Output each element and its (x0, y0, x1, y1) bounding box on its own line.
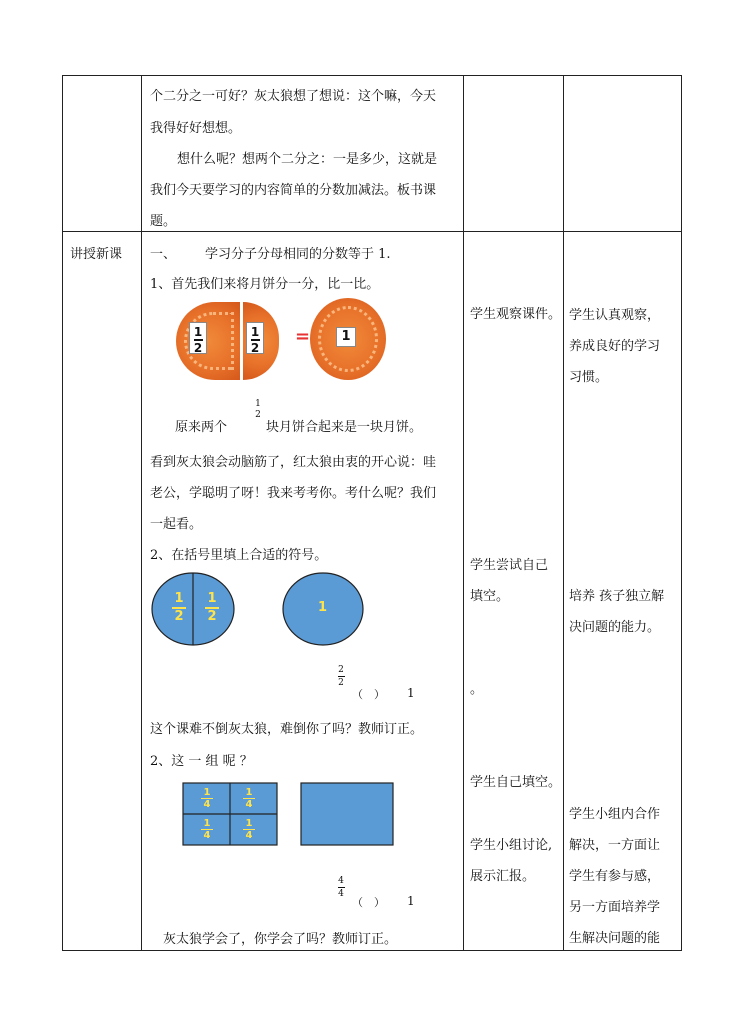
student-col-7: 展示汇报。 (470, 869, 536, 884)
table-col-divider-3 (563, 75, 564, 951)
table-col-divider-2 (463, 75, 464, 951)
quarter-br-den: 4 (245, 830, 253, 841)
mooncake-whole-card (336, 327, 356, 347)
compare1-blank[interactable]: （ ） (352, 688, 385, 701)
row1-line-5: 题。 (150, 214, 177, 229)
student-col-6: 学生小组讨论, (470, 838, 553, 853)
student-col-3: 填空。 (470, 589, 510, 604)
mooncake-right-fraction-card (246, 322, 264, 354)
quarter-tr (243, 787, 255, 810)
inline-fraction-numerator: 1 (255, 399, 261, 409)
quarter-tl (201, 787, 213, 810)
table-col-divider-1 (141, 75, 142, 951)
mooncake-right-numerator: 1 (250, 325, 260, 339)
student-col-4: 。 (470, 682, 484, 697)
compare2-fraction (336, 876, 346, 899)
step-3-text: 2、这 一 组 呢 ？ (150, 754, 253, 769)
whole-circle-number: 1 (318, 600, 328, 615)
compare1-rhs: 1 (407, 686, 415, 700)
mooncake-left-fraction-card (189, 322, 207, 354)
table-border-right (681, 75, 682, 951)
quarter-bl (201, 818, 213, 841)
table-border-left (62, 75, 63, 951)
whole-rect (301, 783, 393, 845)
compare2-denominator: 4 (338, 889, 344, 899)
compare2-rhs: 1 (407, 894, 415, 908)
heading-text: 学习分子分母相同的分数等于 1. (205, 247, 391, 262)
student-col-2: 学生尝试自己 (470, 558, 549, 573)
quarter-bl-den: 4 (203, 830, 211, 841)
intent-col-6: 学生小组内合作 (569, 807, 661, 822)
section-label: 讲授新课 (70, 247, 123, 262)
compare1-bar (338, 676, 345, 677)
mooncake-whole-number: 1 (341, 329, 351, 344)
intent-col-9: 另一方面培养学 (569, 900, 661, 915)
quarter-tr-num: 1 (245, 787, 253, 798)
mooncake-equals-sign: = (295, 326, 311, 347)
compare2-bar (338, 887, 345, 888)
line-after-compare1: 这个课难不倒灰太狼，难倒你了吗？教师订正。 (150, 722, 424, 737)
mooncake-right-denominator: 2 (250, 341, 260, 355)
row1-line-1: 个二分之一可好？灰太狼想了想说：这个嘛，今天 (150, 89, 437, 104)
intent-col-4: 培养 孩子独立解 (569, 589, 665, 604)
quarter-tl-num: 1 (203, 787, 211, 798)
quarter-br-num: 1 (245, 818, 253, 829)
quarter-bl-num: 1 (203, 818, 211, 829)
quarter-br (243, 818, 255, 841)
quarter-tr-den: 4 (245, 799, 253, 810)
para1-line-1: 看到灰太狼会动脑筋了，红太狼由衷的开心说：哇 (150, 455, 437, 470)
table-border-top (62, 75, 682, 76)
intent-col-7: 解决，一方面让 (569, 838, 661, 853)
intent-col-5: 决问题的能力。 (569, 620, 661, 635)
student-col-1: 学生观察课件。 (470, 307, 562, 322)
intent-col-10: 生解决问题的能 (569, 931, 661, 946)
split-right-numerator: 1 (207, 591, 217, 606)
intent-col-8: 学生有参与感， (569, 869, 661, 884)
compare1-denominator: 2 (338, 678, 344, 688)
para1-line-2: 老公，学聪明了呀！我来考考你。考什么呢？我们 (150, 486, 437, 501)
intent-col-1: 学生认真观察， (569, 308, 661, 323)
step-2-text: 2、在括号里填上合适的符号。 (150, 548, 328, 563)
split-left-denominator: 2 (174, 609, 184, 624)
mooncake-left-numerator: 1 (193, 325, 203, 339)
split-right-denominator: 2 (207, 609, 217, 624)
row1-line-3: 想什么呢？想两个二分之：一是多少，这就是 (177, 152, 438, 167)
quarter-tl-den: 4 (203, 799, 211, 810)
step-1-text: 1、首先我们来将月饼分一分，比一比。 (150, 277, 380, 292)
compare1-numerator: 2 (338, 665, 344, 675)
intent-col-2: 养成良好的学习 (569, 339, 661, 354)
compare2-numerator: 4 (338, 876, 344, 886)
mooncake-left-denominator: 2 (193, 341, 203, 355)
quarters-figure (182, 782, 397, 848)
inline-fraction-half (253, 399, 263, 420)
line-after-compare2: 灰太狼学会了，你学会了吗？教师订正。 (163, 932, 398, 947)
table-row-divider (62, 231, 682, 232)
compare1-fraction (336, 665, 346, 688)
split-circle-right-fraction (205, 592, 219, 624)
sentence1-part-b: 块月饼合起来是一块月饼。 (266, 420, 423, 435)
inline-fraction-denominator: 2 (255, 410, 261, 420)
split-circle-left-fraction (172, 592, 186, 624)
table-border-bottom (62, 950, 682, 951)
split-left-numerator: 1 (174, 591, 184, 606)
student-col-5: 学生自己填空。 (470, 775, 562, 790)
row1-line-4: 我们今天要学习的内容简单的分数加减法。板书课 (150, 183, 437, 198)
compare2-blank[interactable]: （ ） (352, 896, 385, 909)
heading-number: 一、 (150, 247, 177, 262)
sentence1-part-a: 原来两个 (175, 420, 228, 435)
intent-col-3: 习惯。 (569, 370, 609, 385)
row1-line-2: 我得好好想想。 (150, 121, 242, 136)
para1-line-3: 一起看。 (150, 517, 203, 532)
